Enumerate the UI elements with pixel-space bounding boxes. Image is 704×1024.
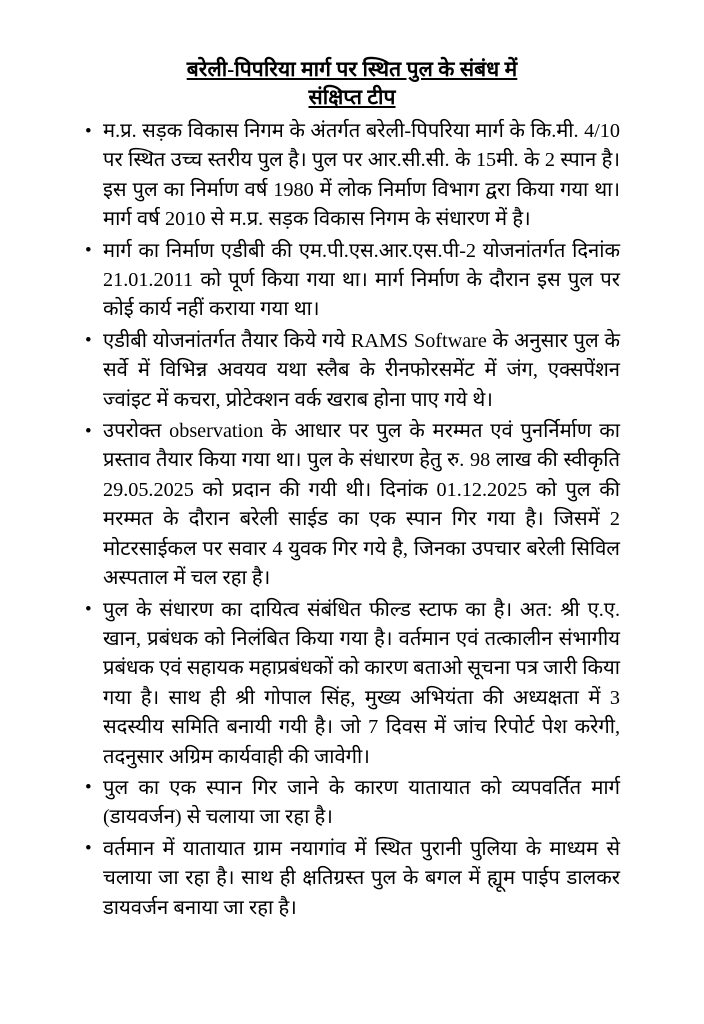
list-item: [84, 596, 620, 772]
list-item: [84, 774, 620, 833]
list-item: [84, 117, 620, 235]
list-item-text: • पुल के संधारण का दायित्व संबंधित फील्ड स्टाफ का है। अत: श्री ए.ए. खान, प्रबंधक को निलंबित किया गया है। वर्तमान एवं तत्कालीन संभागीय प्रबंधक एवं सहायक महाप्रबंधकों को कारण बताओ सूचना पत्र जारी किया गया है। साथ ही श्री गोपाल सिंह, मुख्य अभियंता की अध्यक्षता में 3 सदस्यीय समिति बनायी गयी है। जो 7 दिवस में जांच रिपोर्ट पेश करेगी, तदनुसार अग्रिम कार्यवाही की जावेगी।: [103, 598, 620, 768]
list-item: [84, 835, 620, 923]
list-item-text: • म.प्र. सड़क विकास निगम के अंतर्गत बरेली-पिपरिया मार्ग के कि.मी. 4/10 पर स्थित उच्च स्तरीय पुल है। पुल पर आर.सी.सी. के 15मी. के 2 स्पान है। इस पुल का निर्माण वर्ष 1980 में लोक निर्माण विभाग द्वरा किया गया था। मार्ग वर्ष 2010 से म.प्र. सड़क विकास निगम के संधारण में है।: [103, 120, 620, 231]
page-title-line-2: संक्षिप्त टीप: [308, 85, 396, 109]
list-item-text: • वर्तमान में यातायात ग्राम नयागांव में स्थित पुरानी पुलिया के माध्यम से चलाया जा रहा है। साथ ही क्षतिग्रस्त पुल के बगल में ह्यूम पाईप डालकर डायवर्जन बनाया जा रहा है।: [103, 837, 620, 919]
list-item-text: • एडीबी योजनांतर्गत तैयार किये गये RAMS Software के अनुसार पुल के सर्वे में विभिन्न अवयव यथा स्लैब के रीनफोरसमेंट में जंग, एक्सपेंशन ज्वांइट में कचरा, प्रोटेक्शन वर्क खराब होना पाए गये थे।: [103, 329, 620, 411]
list-item: [84, 327, 620, 415]
list-item: [84, 237, 620, 325]
list-item-text: • पुल का एक स्पान गिर जाने के कारण यातायात को व्यपवर्तित मार्ग (डायवर्जन) से चलाया जा रहा है।: [103, 776, 620, 829]
list-item-text: • उपरोक्त observation के आधार पर पुल के मरम्मत एवं पुनर्निर्माण का प्रस्ताव तैयार किया गया था। पुल के संधारण हेतु रु. 98 लाख की स्वीकृति 29.05.2025 को प्रदान की गयी थी। दिनांक 01.12.2025 को पुल की मरम्मत के दौरान बरेली साईड का एक स्पान गिर गया है। जिसमें 2 मोटरसाईकल पर सवार 4 युवक गिर गये है, जिनका उपचार बरेली सिविल अस्पताल में चल रहा है।: [103, 420, 620, 590]
page-title-line-1: बरेली-पिपरिया मार्ग पर स्थित पुल के संबंध में: [186, 57, 518, 81]
page-title: [84, 56, 620, 111]
list-item-text: • मार्ग का निर्माण एडीबी की एम.पी.एस.आर.एस.पी-2 योजनांतर्गत दिनांक 21.01.2011 को पूर्ण किया गया था। मार्ग निर्माण के दौरान इस पुल पर कोई कार्य नहीं कराया गया था।: [103, 239, 620, 321]
bullet-list: [84, 117, 620, 923]
list-item: [84, 417, 620, 593]
